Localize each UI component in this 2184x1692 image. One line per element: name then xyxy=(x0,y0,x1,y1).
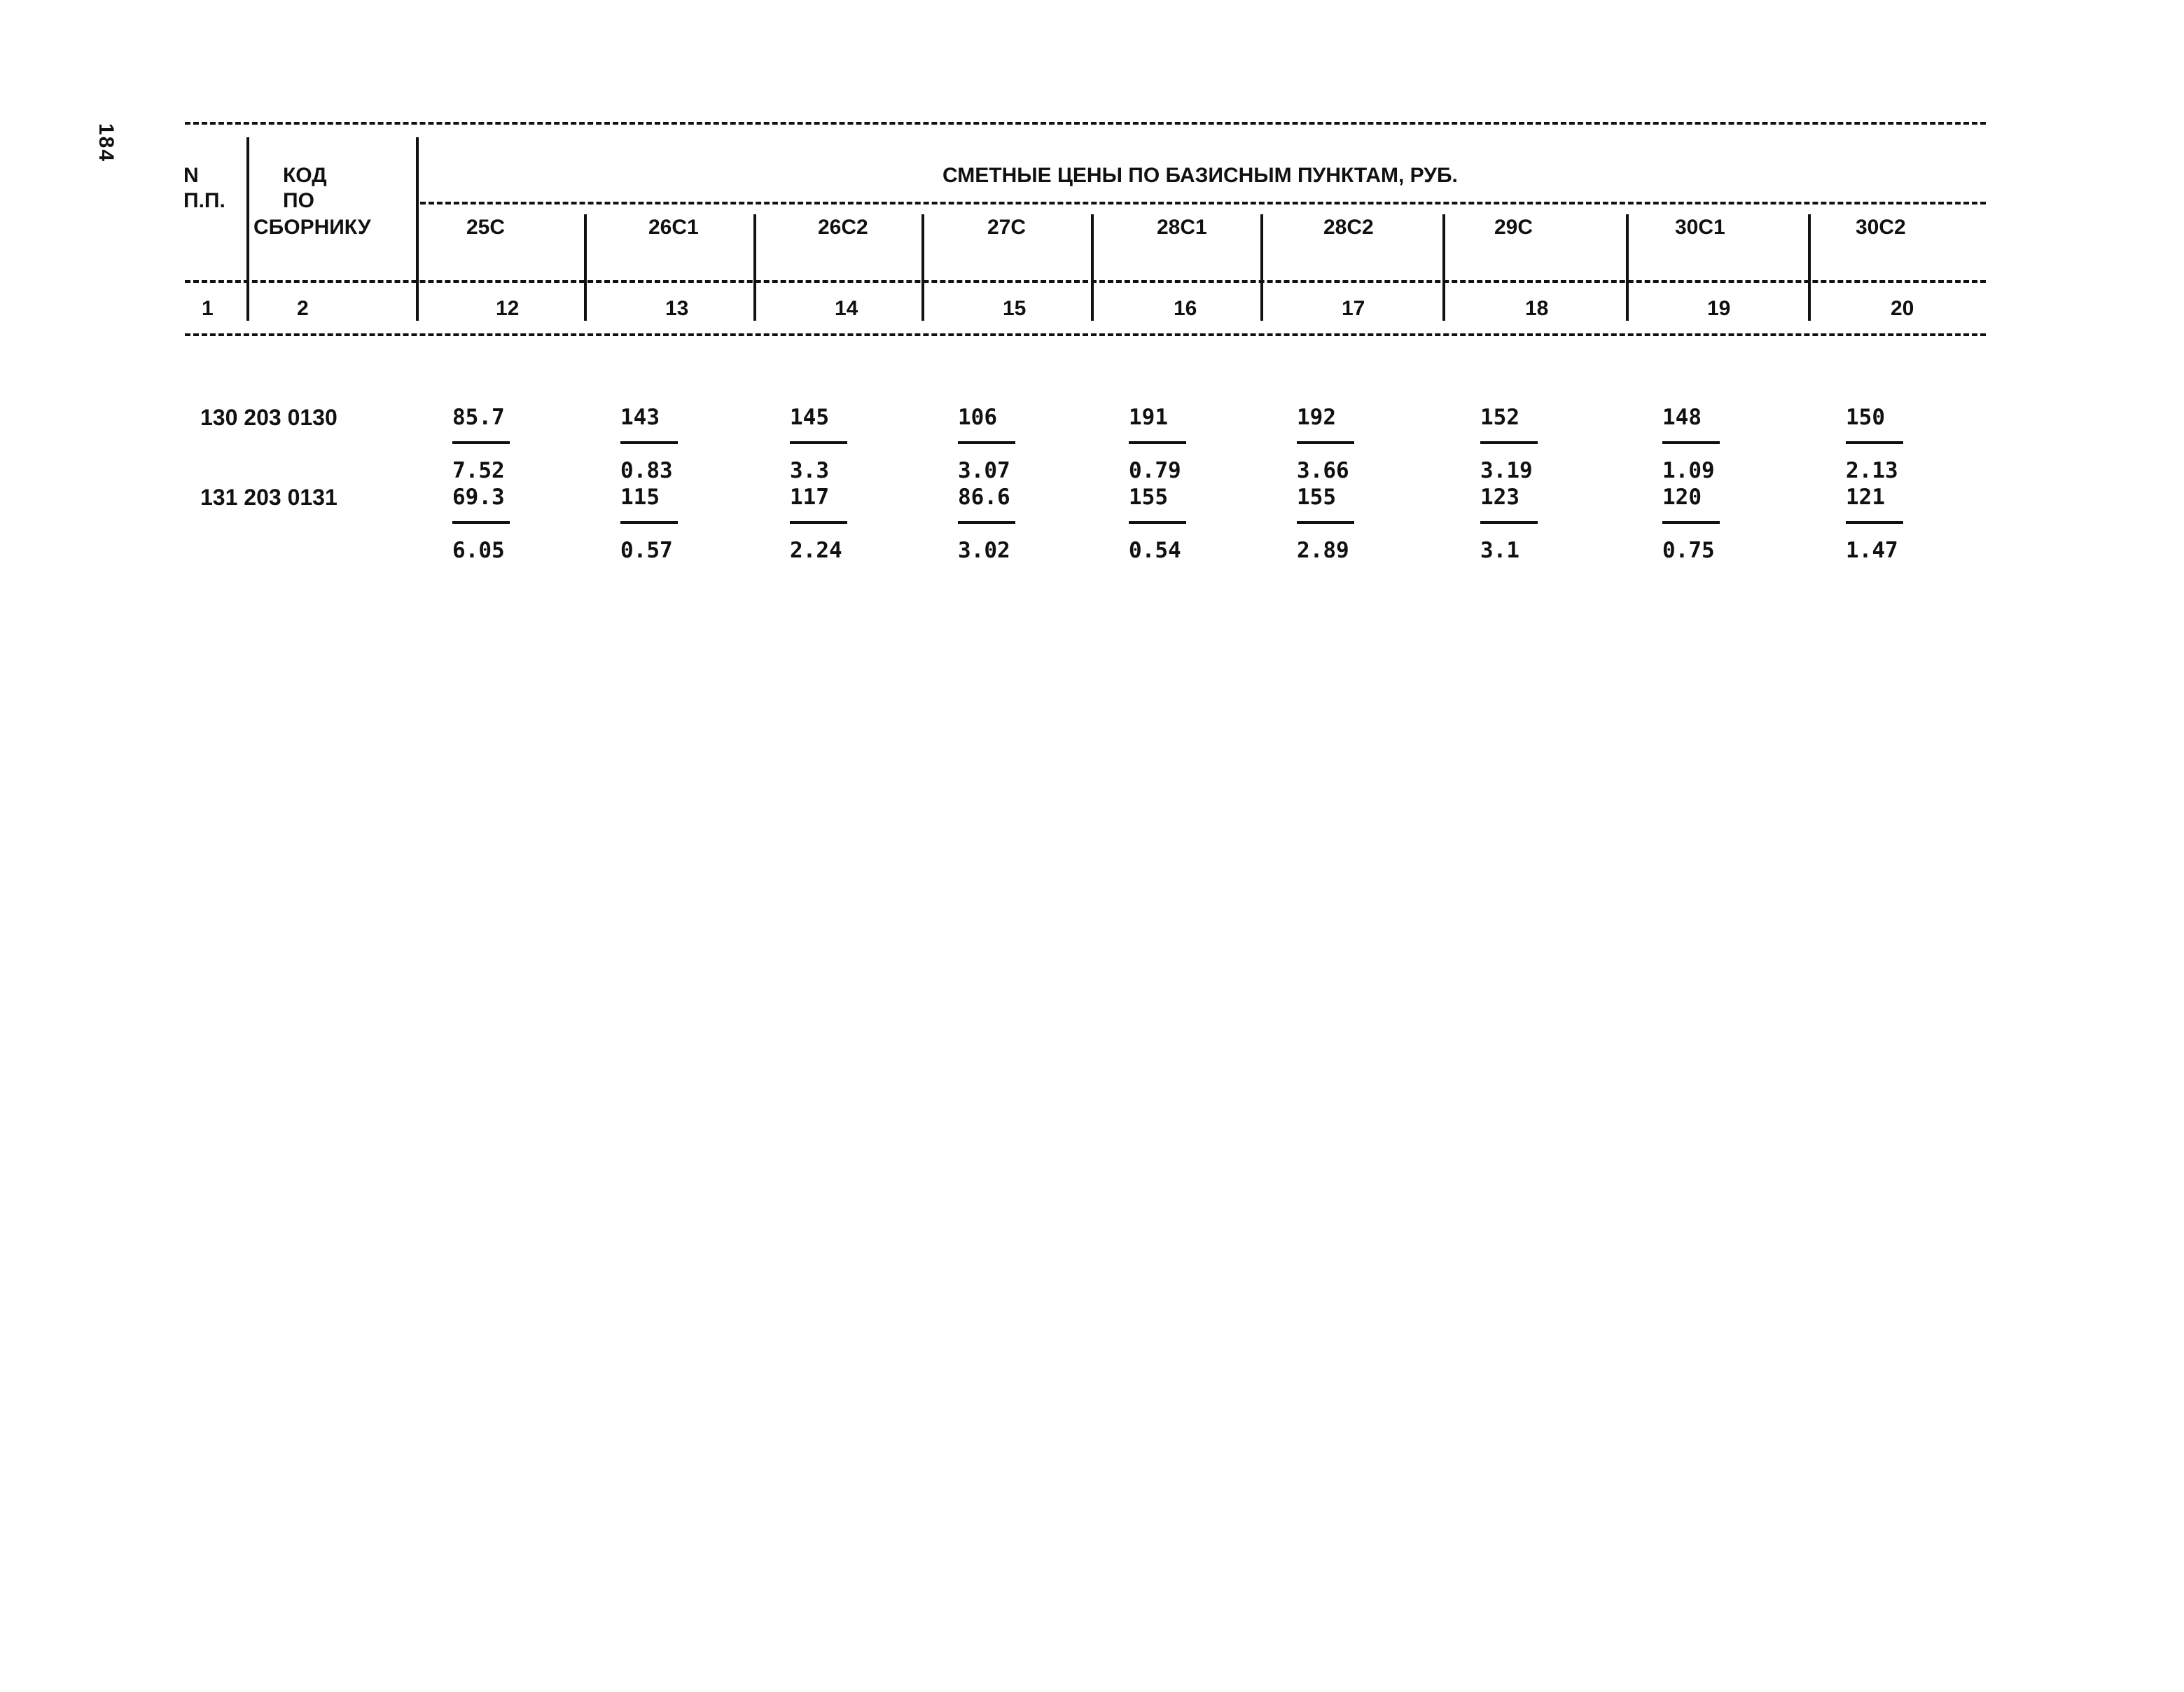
fraction-bar xyxy=(790,521,847,524)
price-column-header: 27С xyxy=(987,216,1027,239)
table-cell: 155 xyxy=(1297,485,1336,510)
table-cell: 69.3 xyxy=(452,485,505,510)
header-divider xyxy=(921,214,924,321)
header-divider xyxy=(584,214,587,321)
column-number: 20 xyxy=(1891,297,1914,320)
table-cell: 121 xyxy=(1846,485,1885,510)
table-cell: 1.09 xyxy=(1662,458,1715,483)
fraction-bar xyxy=(452,521,510,524)
table-cell: 152 xyxy=(1480,405,1519,430)
fraction-bar xyxy=(620,521,678,524)
table-cell: 191 xyxy=(1129,405,1168,430)
column-number: 2 xyxy=(297,297,309,320)
table-cell: 120 xyxy=(1662,485,1702,510)
row-code: 203 0130 xyxy=(244,405,338,430)
header-divider xyxy=(416,137,419,321)
price-column-header: 26С1 xyxy=(648,216,699,239)
fraction-bar xyxy=(1297,441,1354,444)
price-column-header: 29С xyxy=(1494,216,1533,239)
price-column-header: 30С1 xyxy=(1675,216,1725,239)
row-number-code xyxy=(200,486,338,508)
fraction-bar xyxy=(958,441,1015,444)
row-number: 131 xyxy=(200,485,238,510)
fraction-bar xyxy=(1297,521,1354,524)
column-number: 17 xyxy=(1342,297,1365,320)
table-cell: 7.52 xyxy=(452,458,505,483)
fraction-bar xyxy=(1480,441,1538,444)
table-cell: 3.1 xyxy=(1480,538,1519,563)
table-cell: 192 xyxy=(1297,405,1336,430)
table-cell: 2.24 xyxy=(790,538,842,563)
fraction-bar xyxy=(1846,441,1903,444)
price-column-header: 25С xyxy=(466,216,506,239)
table-cell: 106 xyxy=(958,405,997,430)
price-column-header: 28С1 xyxy=(1157,216,1207,239)
column-number: 18 xyxy=(1525,297,1549,320)
header-divider xyxy=(1808,214,1811,321)
header-divider xyxy=(1626,214,1629,321)
table-cell: 148 xyxy=(1662,405,1702,430)
table-cell: 115 xyxy=(620,485,660,510)
table-cell: 86.6 xyxy=(958,485,1010,510)
table-cell: 3.02 xyxy=(958,538,1010,563)
header-top-rule xyxy=(185,122,1986,125)
fraction-bar xyxy=(452,441,510,444)
table-cell: 0.54 xyxy=(1129,538,1181,563)
table-cell: 85.7 xyxy=(452,405,505,430)
header-group-rule xyxy=(420,202,1986,204)
table-cell: 3.3 xyxy=(790,458,829,483)
table-cell: 3.66 xyxy=(1297,458,1349,483)
fraction-bar xyxy=(1662,521,1720,524)
table-cell: 2.13 xyxy=(1846,458,1898,483)
header-col-n-line2: П.П. xyxy=(183,189,225,212)
header-group-title: СМЕТНЫЕ ЦЕНЫ ПО БАЗИСНЫМ ПУНКТАМ, РУБ. xyxy=(943,164,1458,187)
header-col-code-line1: КОД xyxy=(283,164,327,187)
price-column-header: 30С2 xyxy=(1856,216,1906,239)
table-cell: 0.79 xyxy=(1129,458,1181,483)
header-divider xyxy=(246,137,249,321)
column-number: 16 xyxy=(1174,297,1197,320)
page-number: 184 xyxy=(95,123,118,163)
table-cell: 145 xyxy=(790,405,829,430)
fraction-bar xyxy=(958,521,1015,524)
table-cell: 0.75 xyxy=(1662,538,1715,563)
table-cell: 123 xyxy=(1480,485,1519,510)
header-mid-rule xyxy=(185,280,1986,283)
table-cell: 150 xyxy=(1846,405,1885,430)
fraction-bar xyxy=(620,441,678,444)
column-number: 14 xyxy=(835,297,858,320)
table-cell: 143 xyxy=(620,405,660,430)
fraction-bar xyxy=(1662,441,1720,444)
header-bottom-rule xyxy=(185,333,1986,336)
fraction-bar xyxy=(1846,521,1903,524)
row-number: 130 xyxy=(200,405,238,430)
row-number-code xyxy=(200,406,338,429)
table-cell: 3.19 xyxy=(1480,458,1533,483)
header-divider xyxy=(1260,214,1263,321)
header-divider xyxy=(1442,214,1445,321)
price-column-header: 26С2 xyxy=(818,216,868,239)
fraction-bar xyxy=(1129,521,1186,524)
header-divider xyxy=(753,214,756,321)
header-divider xyxy=(1091,214,1094,321)
column-number: 1 xyxy=(202,297,214,320)
column-number: 12 xyxy=(496,297,520,320)
header-col-code-line2: ПО xyxy=(283,189,314,212)
table-cell: 0.83 xyxy=(620,458,673,483)
column-number: 15 xyxy=(1003,297,1027,320)
table-cell: 1.47 xyxy=(1846,538,1898,563)
fraction-bar xyxy=(1129,441,1186,444)
table-cell: 6.05 xyxy=(452,538,505,563)
fraction-bar xyxy=(1480,521,1538,524)
header-col-n-line1: N xyxy=(183,164,199,187)
column-number: 19 xyxy=(1707,297,1731,320)
row-code: 203 0131 xyxy=(244,485,338,510)
header-col-code-line3: СБОРНИКУ xyxy=(253,216,371,239)
table-cell: 2.89 xyxy=(1297,538,1349,563)
price-column-header: 28С2 xyxy=(1323,216,1374,239)
table-cell: 3.07 xyxy=(958,458,1010,483)
fraction-bar xyxy=(790,441,847,444)
table-cell: 117 xyxy=(790,485,829,510)
table-cell: 155 xyxy=(1129,485,1168,510)
table-cell: 0.57 xyxy=(620,538,673,563)
column-number: 13 xyxy=(665,297,689,320)
